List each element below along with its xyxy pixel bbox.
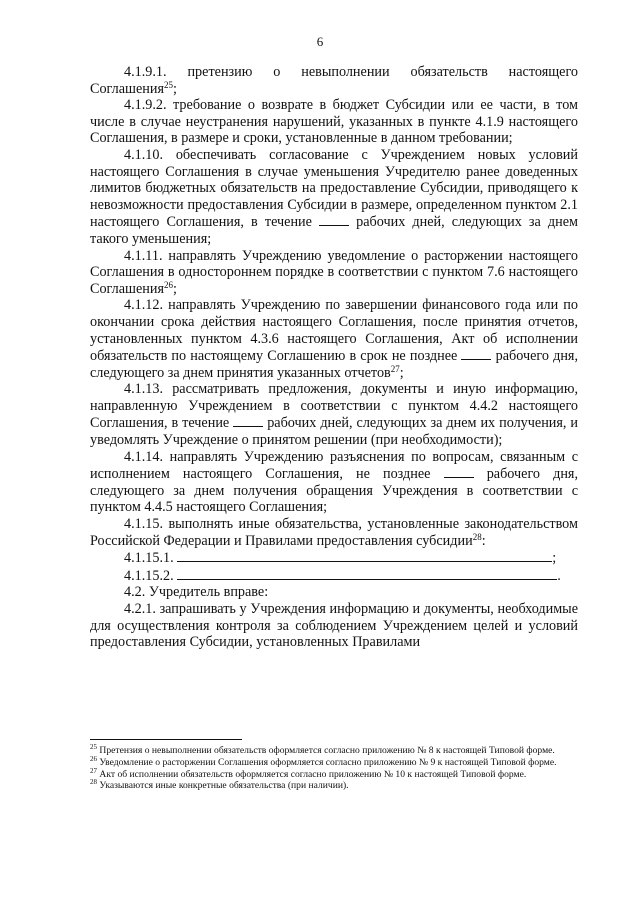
footnote-number: 27 (90, 766, 97, 775)
footnote-28 (90, 780, 578, 792)
clause-text-after: рабочих дней, следующих за днем такого уменьшения; (90, 214, 578, 247)
clause-4-1-15 (90, 516, 578, 549)
days-blank (444, 465, 474, 478)
page-number: 6 (316, 34, 324, 49)
days-blank (319, 213, 349, 226)
clause-4-1-14 (90, 449, 578, 516)
footnote-text: Акт об исполнении обязательств оформляется согласно приложению № 10 к настоящей Типовой форме. (99, 768, 527, 780)
clause-label: 4.1.15.2. (124, 567, 174, 584)
footnote-ref-26: 26 (163, 279, 173, 290)
clause-4-2-1: 4.2.1. запрашивать у Учреждения информацию и документы, необходимые для осуществления контроля за соблюдением Учреждением целей и условий предоставления Субсидии, установленных Правилами (90, 601, 578, 651)
fill-in-line (177, 567, 557, 580)
clause-text-after: рабочего дня, следующего за днем принятия указанных отчетов (90, 348, 579, 381)
clause-text: 4.1.10. обеспечивать согласование с Учреждением новых условий настоящего Соглашения в случае уменьшения Учредителю ранее доведенных лимитов бюджетных обязательств на предоставление Субсидии, приводящего к невозможности предоставления Субсидии в размере, определенном пунктом 2.1 настоящего Соглашения, в течение (90, 146, 578, 231)
days-blank (233, 414, 263, 427)
clause-end: . (557, 567, 561, 584)
footnote-text: Указываются иные конкретные обязательства (при наличии). (99, 780, 349, 792)
clause-4-1-10 (90, 147, 578, 248)
clause-end: ; (552, 550, 557, 567)
footnotes (90, 745, 578, 792)
clause-4-1-15-2 (90, 567, 578, 585)
agreement-body (90, 64, 578, 651)
footnote-ref-27: 27 (390, 363, 400, 374)
clause-4-1-11 (90, 248, 578, 298)
footnote-text: Претензия о невыполнении обязательств оформляется согласно приложению № 8 к настоящей Типовой форме. (99, 745, 555, 756)
clause-text: 4.1.9.1. претензию о невыполнении обязательств настоящего Соглашения (90, 64, 578, 97)
clause-text-after: рабочих дней, следующих за днем их получения, и уведомлять Учреждение о принятом решении (при необходимости); (90, 415, 579, 449)
footnote-text: Уведомление о расторжении Соглашения оформляется согласно приложению № 9 к настоящей Типовой форме. (99, 756, 557, 768)
clause-4-2: 4.2. Учредитель вправе: (124, 584, 269, 601)
clause-4-1-9-1 (90, 64, 578, 97)
footnote-26 (90, 754, 578, 769)
clause-4-1-12 (90, 297, 578, 381)
footnote-separator (90, 739, 242, 740)
days-blank (461, 347, 491, 360)
footnote-27 (90, 766, 578, 781)
clause-end: ; (172, 280, 177, 297)
footnote-ref-28: 28 (472, 531, 482, 542)
clause-text: 4.1.14. направлять Учреждению разъяснения по вопросам, связанным с исполнением настоящего Соглашения, не позднее (90, 448, 578, 483)
footnote-number: 26 (90, 754, 97, 763)
clause-text: 4.1.11. направлять Учреждению уведомление о расторжении настоящего Соглашения в одностороннем порядке в соответствии с пунктом 7.6 настоящего Соглашения (90, 247, 578, 297)
clause-text: 4.1.15. выполнять иные обязательства, установленные законодательством Российской Федерации и Правилами предоставления субсидии (90, 516, 578, 549)
clause-text: 4.1.13. рассматривать предложения, документы и иную информацию, направленную Учреждением в соответствии с пунктом 4.4.2 настоящего Соглашения, в течение (90, 381, 578, 432)
clause-4-1-9-2: 4.1.9.2. требование о возврате в бюджет Субсидии или ее части, в том числе в случае неустранения нарушений, указанных в пункте 4.1.9 настоящего Соглашения, в размере и сроки, установленные в данном требовании; (90, 97, 578, 147)
footnote-number: 25 (90, 743, 97, 751)
footnote-number: 28 (90, 778, 97, 787)
footnote-ref-25: 25 (163, 79, 173, 90)
clause-text: 4.1.12. направлять Учреждению по завершении финансового года или по окончании срока действия настоящего Соглашения, после принятия отчетов, установленных пунктом 4.3.6 настоящего Соглашения, Акт об исполнении обязательств по настоящему Соглашению в срок не позднее (90, 297, 578, 365)
clause-4-1-15-1 (90, 549, 578, 567)
clause-text-after: рабочего дня, следующего за днем получения обращения Учреждения в соответствии с пунктом 4.4.5 настоящего Соглашения; (90, 466, 579, 516)
footnote-25 (90, 745, 578, 757)
clause-label: 4.1.15.1. (124, 550, 174, 567)
clause-4-1-13 (90, 381, 578, 448)
fill-in-line (177, 549, 552, 562)
clause-end: ; (399, 364, 404, 381)
clause-end: ; (172, 80, 177, 97)
clause-end: : (481, 532, 486, 549)
